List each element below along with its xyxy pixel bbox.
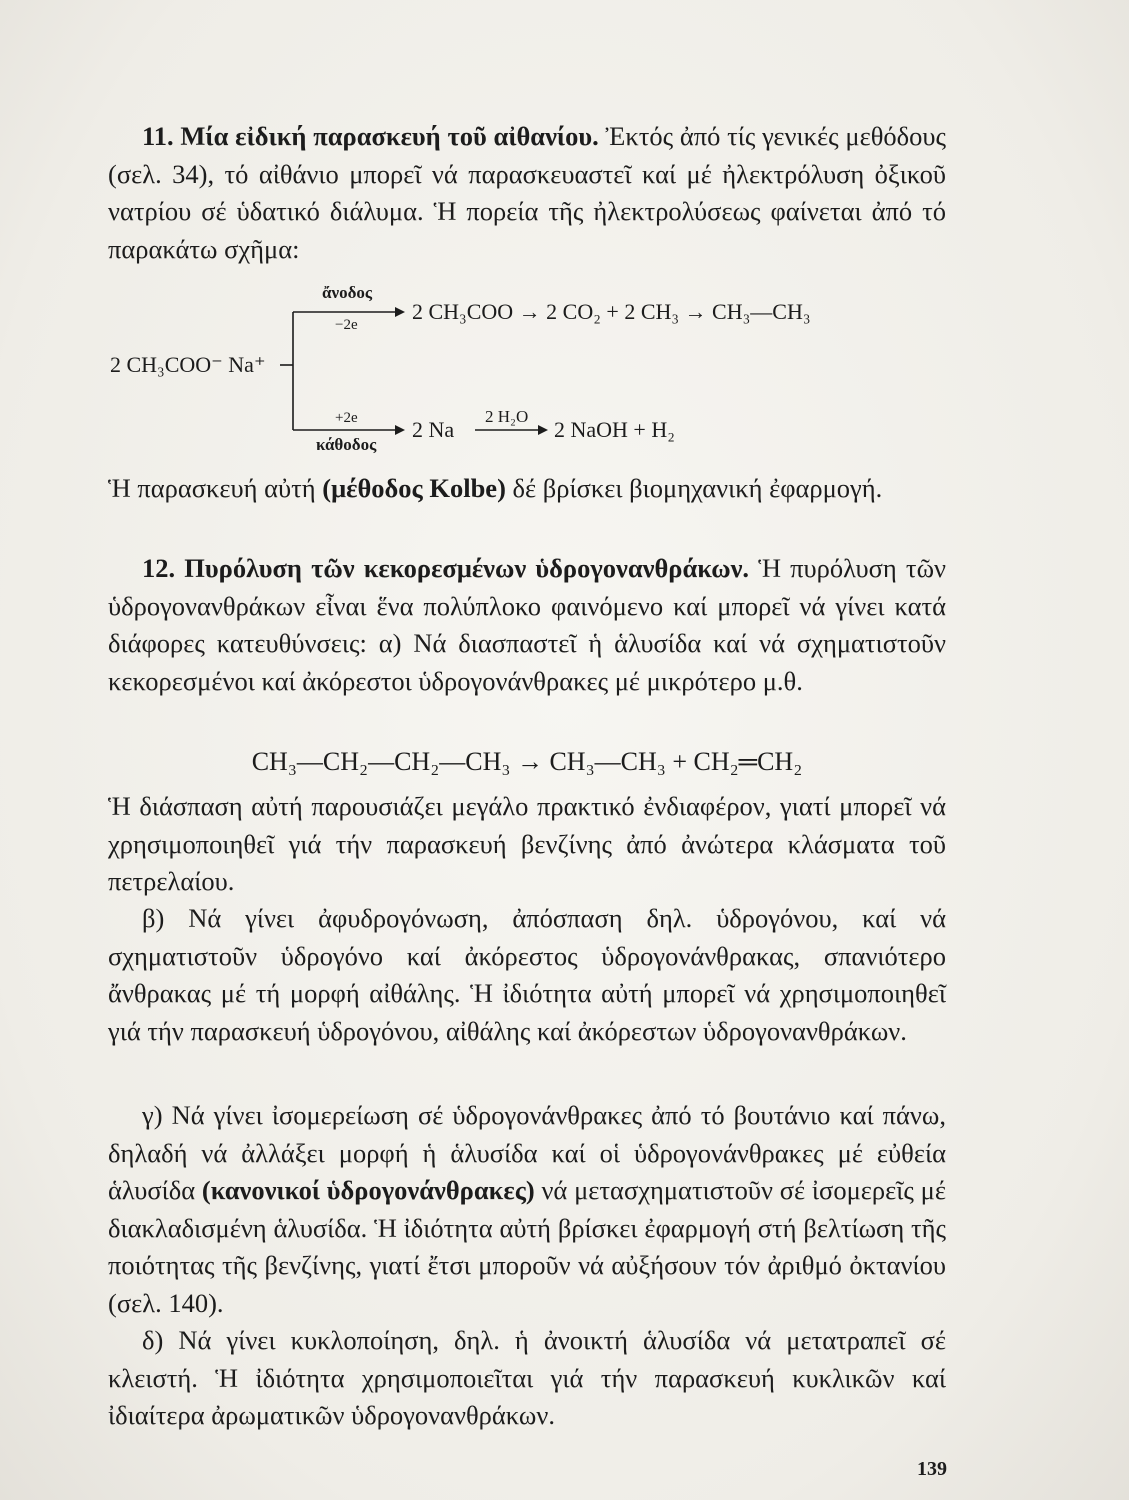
kolbe-paragraph bbox=[108, 470, 946, 508]
kolbe-pre: Ἡ παρασκευή αὐτή bbox=[108, 473, 323, 503]
gamma-bold: (κανονικοί ὑδρογονάνθρακες) bbox=[201, 1175, 535, 1205]
cathode-arrowhead bbox=[395, 425, 405, 435]
section-12-after-equation bbox=[108, 788, 946, 901]
section-11 bbox=[108, 118, 946, 268]
cathode-electron: +2e bbox=[335, 410, 358, 426]
cracking-equation: CH₃—CH₂—CH₂—CH₃ → CH₃—CH₃ + CH₂═CH₂ bbox=[251, 747, 803, 776]
gamma-pre: γ) Νά γίνει ἰσομερείωση σέ ὑδρογονάνθρακες ἀπό τό βουτάνιο καί πάνω, δηλαδή νά ἀλλάξει μορφή ἡ ἁλυσίδα καί οἱ ὑδρογονάνθρακες μέ εὐθεία ἁλυσίδα bbox=[108, 1100, 946, 1205]
gamma-paragraph bbox=[108, 1097, 946, 1322]
section-12-text: Ἡ πυρόλυση τῶν ὑδρογονανθράκων εἶναι ἕνα πολύπλοκο φαινόμενο καί μπορεῖ νά γίνει κατά διάφορες κατευθύνσεις: α) Νά διασπαστεῖ ἡ ἁλυσίδα καί νά σχηματιστοῦν κεκορεσμένοι καί ἀκόρεστοι ὑδρογονάνθρακες μέ μικρότερο μ.θ. bbox=[108, 553, 946, 696]
anode-products: 2 CH₃COO → 2 CO₂ + 2 CH₃ → CH₃—CH₃ bbox=[412, 299, 811, 324]
page-number: 139 bbox=[917, 1458, 947, 1480]
section-12-gamma bbox=[108, 1097, 946, 1322]
kolbe-note bbox=[108, 470, 946, 508]
diagram-reactant: 2 CH₃COO⁻ Na⁺ bbox=[110, 352, 266, 377]
section-12-beta bbox=[108, 900, 946, 1050]
section-12-heading: 12. Πυρόλυση τῶν κεκορεσμένων ὑδρογονανθράκων. bbox=[142, 553, 750, 583]
anode-arrowhead bbox=[395, 307, 405, 317]
kolbe-post: δέ βρίσκει βιομηχανική ἐφαρμογή. bbox=[505, 473, 883, 503]
section-11-paragraph bbox=[108, 118, 946, 268]
section-12-paragraph bbox=[108, 550, 946, 700]
after-equation-paragraph: Ἡ διάσπαση αὐτή παρουσιάζει μεγάλο πρακτικό ἐνδιαφέρον, γιατί μπορεῖ νά χρησιμοποιηθεῖ γιά τήν παρασκευή βενζίνης ἀπό ἀνώτερα κλάσματα τοῦ πετρελαίου. bbox=[108, 791, 946, 896]
anode-electron: −2e bbox=[335, 317, 358, 333]
anode-label: ἄνοδος bbox=[322, 283, 373, 302]
electrolysis-diagram bbox=[90, 282, 890, 462]
gamma-post: νά μετασχηματιστοῦν σέ ἰσομερεῖς μέ διακλαδισμένη ἁλυσίδα. Ἡ ἰδιότητα αὐτή βρίσκει ἐφαρμογή στή βελτίωση τῆς ποιότητας τῆς βενζίνης, γιατί ἔτσι μποροῦν νά αὐξήσουν τόν ἀριθμό ὀκτανίου (σελ. 140). bbox=[108, 1175, 946, 1318]
section-12 bbox=[108, 550, 946, 700]
cathode-products: 2 NaOH + H₂ bbox=[554, 417, 675, 442]
cathode-second-arrowhead bbox=[538, 425, 548, 435]
section-11-heading: 11. Μία εἰδική παρασκευή τοῦ αἰθανίου. bbox=[142, 121, 599, 151]
beta-paragraph: β) Νά γίνει ἀφυδρογόνωση, ἀπόσπαση δηλ. ὑδρογόνου, καί νά σχηματιστοῦν ὑδρογόνο καί ἀκόρεστος ὑδρογονάνθρακας, σπανιότερο ἄνθρακας μέ τή μορφή αἰθάλης. Ἡ ἰδιότητα αὐτή μπορεῖ νά χρησιμοποιηθεῖ γιά τήν παρασκευή ὑδρογόνου, αἰθάλης καί ἀκόρεστων ὑδρογονανθράκων. bbox=[108, 903, 946, 1046]
cathode-reagent: 2 H₂O bbox=[485, 407, 529, 426]
delta-paragraph: δ) Νά γίνει κυκλοποίηση, δηλ. ἡ ἀνοικτή ἁλυσίδα νά μετατραπεῖ σέ κλειστή. Ἡ ἰδιότητα χρησιμοποιεῖται γιά τήν παρασκευή κυκλικῶν καί ἰδιαίτερα ἀρωματικῶν ὑδρογονανθράκων. bbox=[108, 1325, 946, 1430]
cathode-label: κάθοδος bbox=[316, 435, 377, 454]
section-11-text: Ἐκτός ἀπό τίς γενικές μεθόδους (σελ. 34), τό αἰθάνιο μπορεῖ νά παρασκευαστεῖ καί μέ ἠλεκτρόλυση ὀξικοῦ νατρίου σέ ὑδατικό διάλυμα. Ἡ πορεία τῆς ἠλεκτρολύσεως φαίνεται ἀπό τό παρακάτω σχῆμα: bbox=[108, 121, 946, 264]
cathode-sodium: 2 Na bbox=[412, 417, 455, 442]
section-12-delta bbox=[108, 1322, 946, 1435]
kolbe-bold: (μέθοδος Kolbe) bbox=[322, 473, 506, 503]
